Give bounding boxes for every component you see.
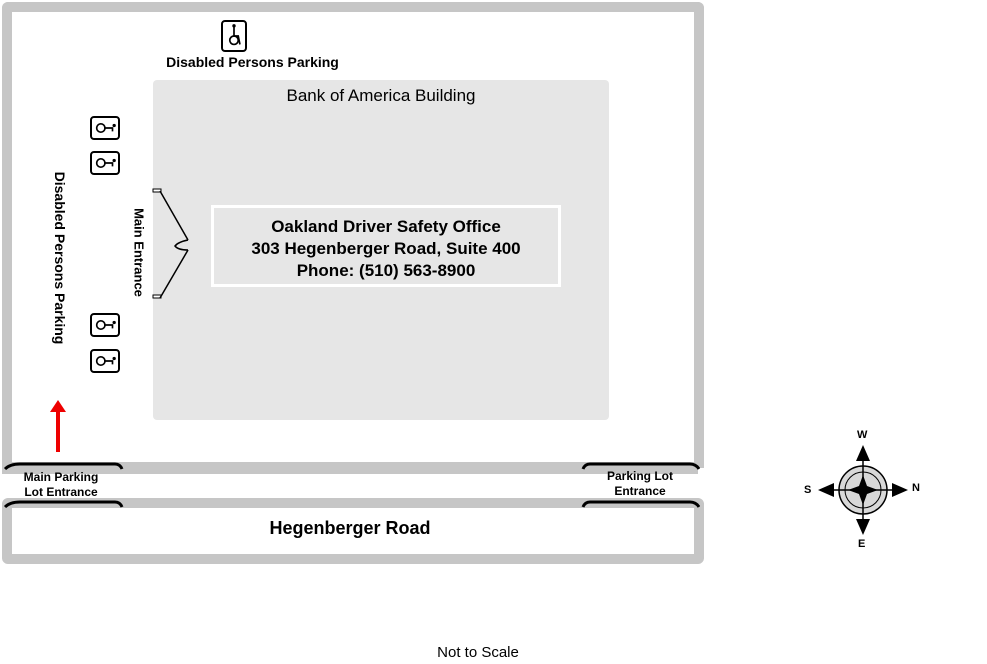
office-phone: Phone: (510) 563-8900	[296, 261, 476, 280]
scale-note: Not to Scale	[437, 644, 519, 661]
wheelchair-icon	[90, 151, 120, 175]
office-name: Oakland Driver Safety Office	[271, 217, 501, 236]
main-parking-entrance-label: Main Parking Lot Entrance	[23, 470, 99, 499]
wheelchair-icon	[90, 116, 120, 140]
compass-s-label: S	[804, 484, 812, 496]
road-label: Hegenberger Road	[269, 518, 431, 538]
compass-n-label: N	[912, 482, 920, 494]
entry-direction-arrow	[48, 400, 68, 454]
parking-lot-entrance-label: Parking Lot Entrance	[606, 469, 673, 498]
office-info-box	[211, 205, 561, 287]
compass-e-label: E	[858, 538, 866, 550]
wheelchair-icon	[90, 349, 120, 373]
wheelchair-icon	[221, 20, 247, 52]
compass-w-label: W	[857, 429, 868, 441]
compass-rose-icon	[800, 425, 930, 555]
building-label: Bank of America Building	[286, 86, 476, 105]
main-entrance-label: Main Entrance	[131, 208, 147, 297]
wheelchair-icon	[90, 313, 120, 337]
disabled-parking-side-label: Disabled Persons Parking	[52, 171, 68, 345]
disabled-parking-top-label: Disabled Persons Parking	[166, 54, 339, 70]
compass	[800, 425, 930, 555]
main-entrance-doors	[150, 186, 195, 304]
office-address: 303 Hegenberger Road, Suite 400	[251, 239, 521, 258]
